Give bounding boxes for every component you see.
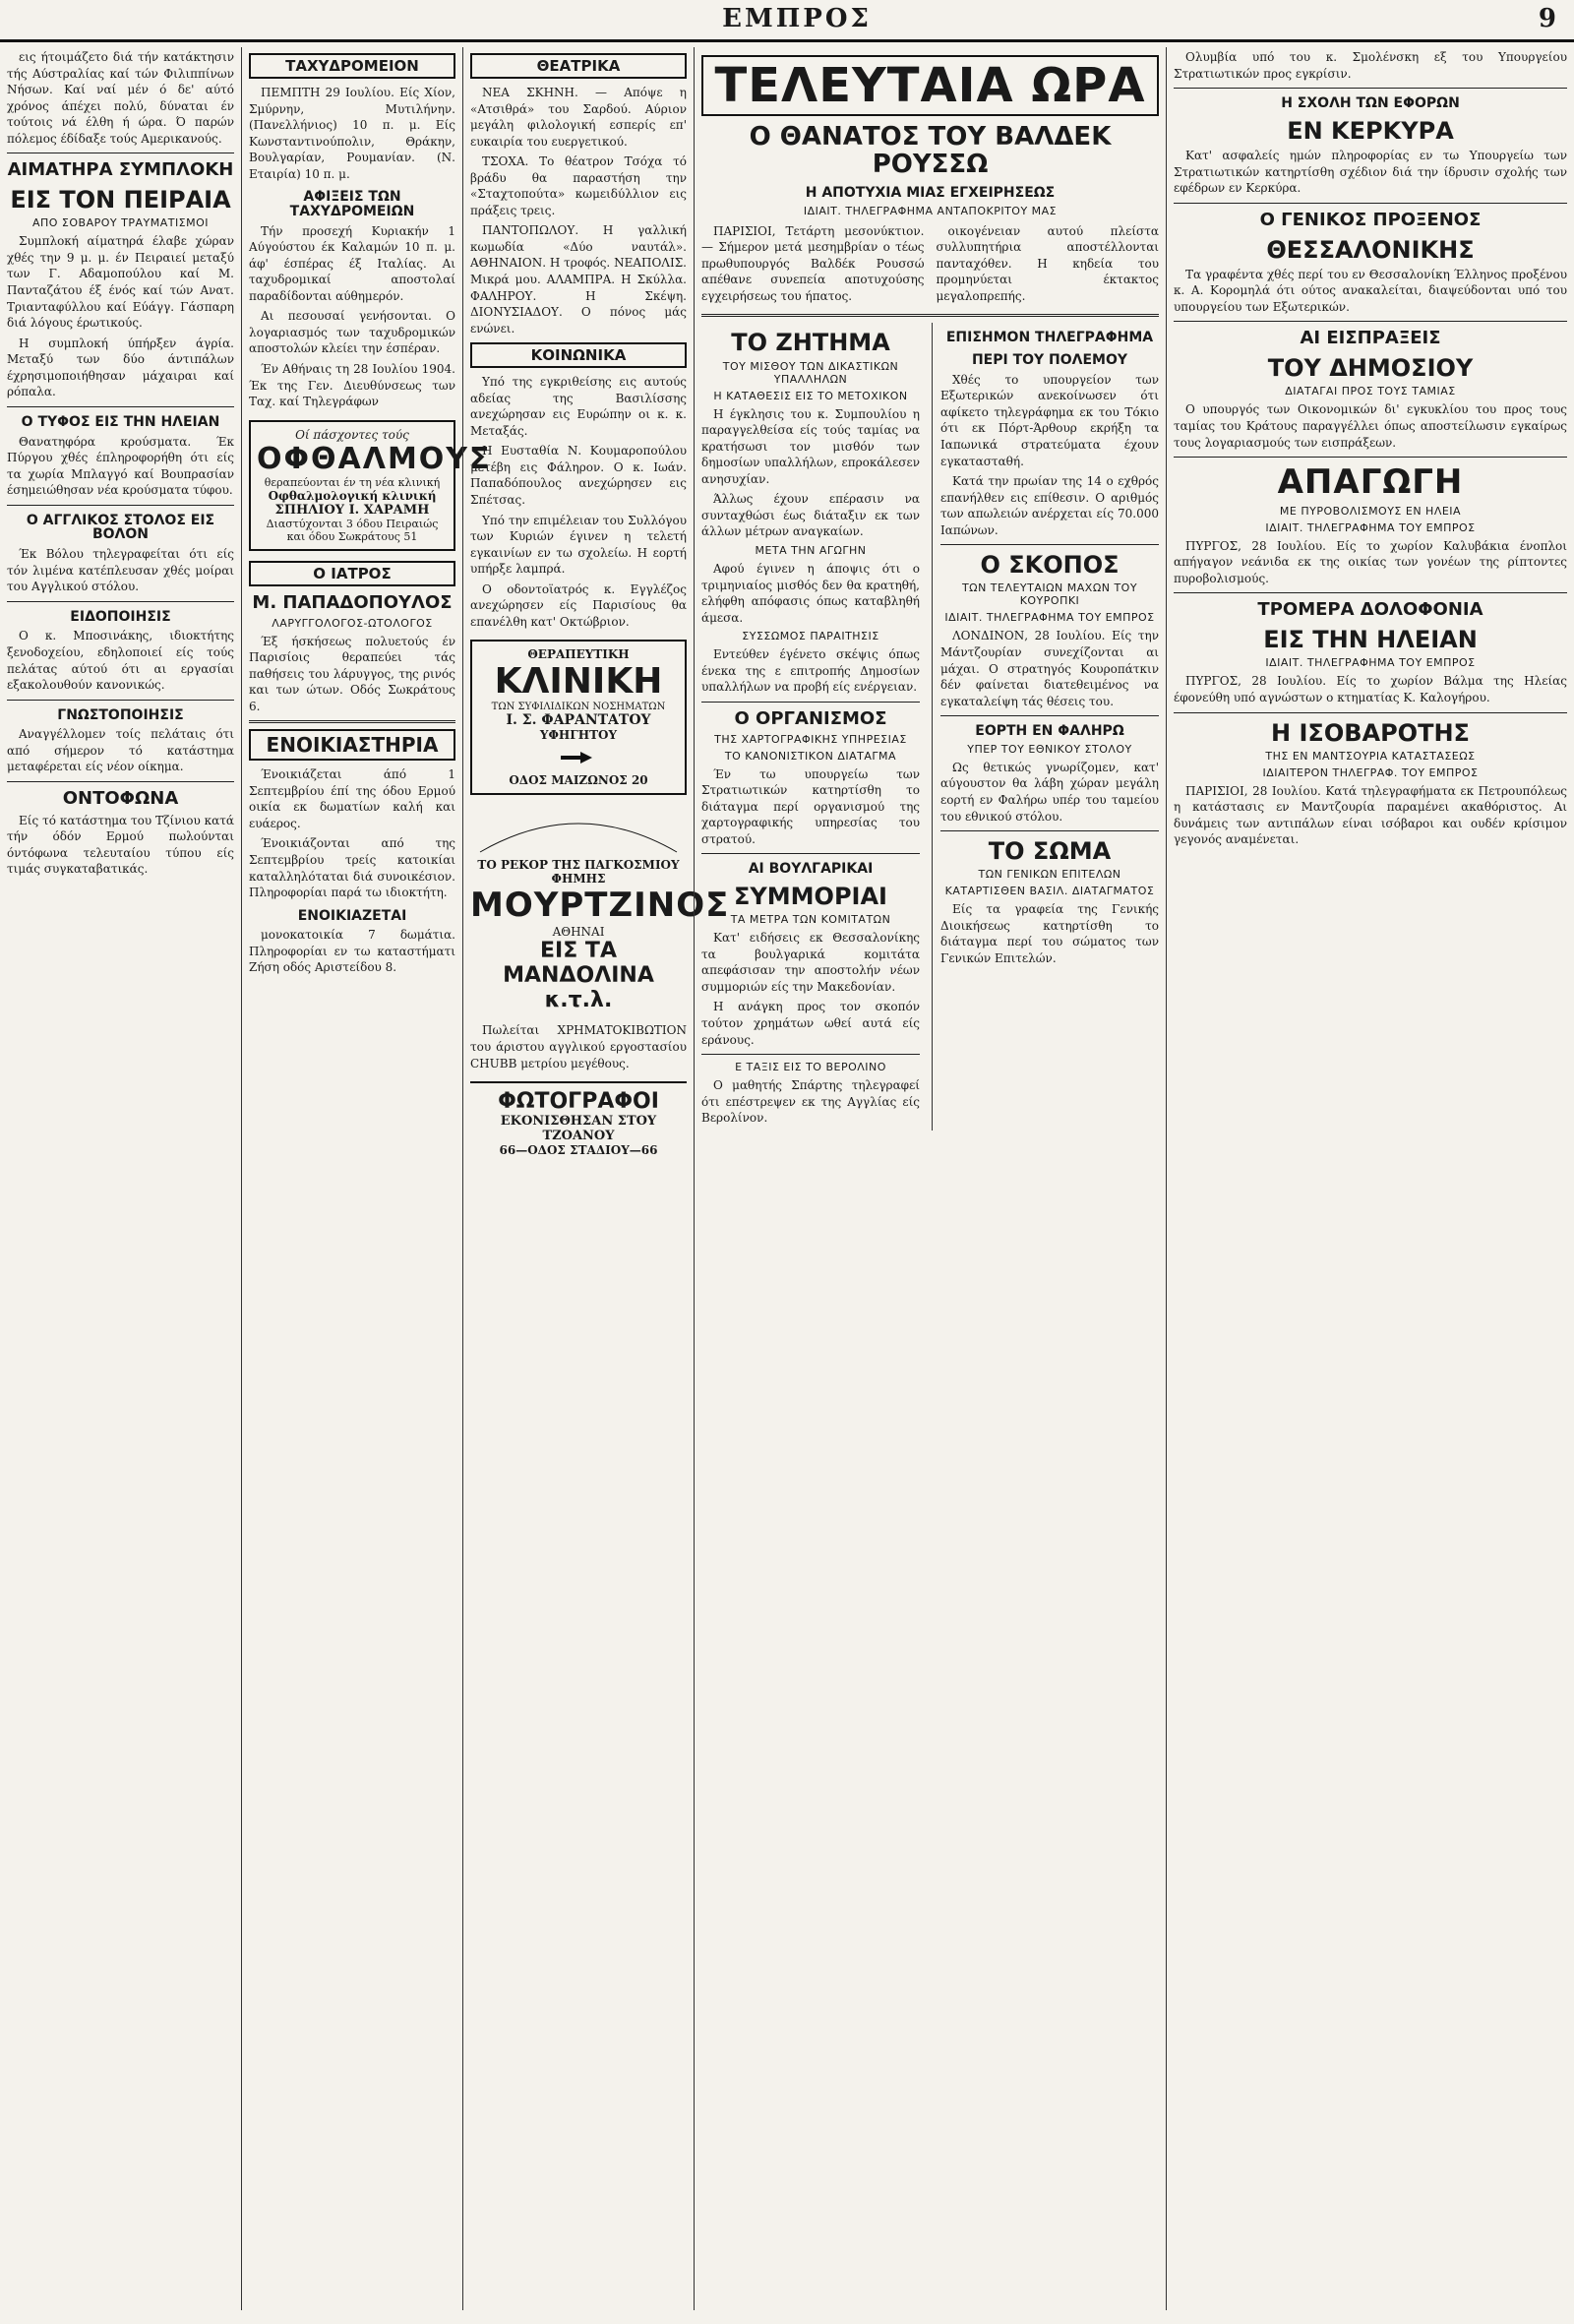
page-number: 9 bbox=[1538, 4, 1556, 33]
headline-purpose: Ο ΣΚΟΠΟΣ bbox=[980, 551, 1120, 580]
subheadline-injuries: ΑΠΟ ΣΟΒΑΡΟΥ ΤΡΑΥΜΑΤΙΣΜΟΙ bbox=[31, 216, 210, 230]
ad-mourtz-title: ΜΟΥΡΤΖΙΝΟΣ bbox=[470, 886, 730, 926]
divider bbox=[701, 702, 920, 703]
divider bbox=[7, 505, 234, 506]
headline-last-hour: ΤΕΛΕΥΤΑΙΑ ΩΡΑ bbox=[701, 55, 1159, 116]
subheadline-manchuria: ΤΗΣ ΕΝ ΜΑΝΤΣΟΥΡΙΑ ΚΑΤΑΣΤΑΣΕΩΣ bbox=[1265, 749, 1476, 763]
article-paragraph: Η ανάγκη προς τον σκοπόν τούτον χρημάτων ωθεί αυτά είς εράνους. bbox=[701, 1000, 920, 1047]
article-paragraph: Αφού έγινεν η άποψις ότι ο τριμηνιαίος μισθός δεν θα κρατηθή, ελήφθη απόφασις όπως καταβληθή άμεσα. bbox=[701, 561, 920, 625]
headline-revenues: ΑΙ ΕΙΣΠΡΑΞΕΙΣ bbox=[1300, 328, 1441, 349]
subheadline-telegram: ΙΔΙΑΙΤ. ΤΗΛΕΓΡΑΦΗΜΑ ΑΝΤΑΠΟΚΡΙΤΟΥ ΜΑΣ bbox=[803, 204, 1058, 217]
article-paragraph: Η συμπλοκή ύπήρξεν άγρία. Μεταξύ των δύο άντιπάλων έχρησιμοποιήθησαν μάχαιραι καί ρόπαλα. bbox=[7, 336, 234, 399]
article-paragraph: Αι πεσουσαί γενήσονται. Ο λογαριασμός των ταχυδρομικών αποστολών κλείει την έσπέραν. bbox=[249, 309, 455, 356]
divider bbox=[249, 720, 455, 723]
article-paragraph: Τήν προσεχή Κυριακήν 1 Αύγούστου έκ Καλαμών 10 π. μ. άφ' έσπέρας έξ Ιταλίας. Αι ταχυδρομικαί αποστολαί παραδίδονται αύθημερόν. bbox=[249, 223, 455, 303]
article-paragraph: Ένοικιάζεται άπό 1 Σεπτεμβρίου έπί της όδου Ερμού οικία εκ δωματίων καλή και ευάερος. bbox=[249, 767, 455, 830]
subheadline-decree: ΚΑΤΑΡΤΙΣΘΕΝ ΒΑΣΙΛ. ΔΙΑΤΑΓΜΑΤΟΣ bbox=[944, 885, 1155, 898]
ad-photo-title: ΦΩΤΟΓΡΑΦΟΙ bbox=[498, 1089, 659, 1115]
column-1 bbox=[0, 47, 241, 2310]
ad-clinic-line3: ΤΩΝ ΣΥΦΙΛΙΔΙΚΩΝ ΝΟΣΗΜΑΤΩΝ bbox=[491, 702, 666, 713]
article-paragraph: Χθές το υπουργείον των Εξωτερικών ανεκοίνωσεν ότι αφίκετο τηλεγράφημα εκ του Τόκιο ότι εκ Πόρτ-Άρθουρ εκρήξη τα Ιαπωνικά στρατεύματα έχουν εγκατασταθή. bbox=[940, 372, 1159, 468]
ad-eye-title: ΟΦΘΑΛΜΟΥΣ bbox=[257, 441, 492, 476]
signature-line: Έν Αθήναις τη 28 Ιουλίου 1904. Έκ της Γεν. Διευθύνσεως των Ταχ. καί Τηλεγράφων bbox=[249, 362, 455, 409]
subheadline-cartography: ΤΗΣ ΧΑΡΤΟΓΡΑΦΙΚΗΣ ΥΠΗΡΕΣΙΑΣ bbox=[714, 732, 907, 746]
headline-equilibrium: Η ΙΣΟΒΑΡΟΤΗΣ bbox=[1271, 718, 1470, 747]
article-paragraph: Συμπλοκή αίματηρά έλαβε χώραν χθές την 9 μ. μ. έν Πειραιεί μεταξύ των Γ. Αδαμοπούλου καί Μ. Πανταζάτου έξ ένός καί τών Ανατ. Τριανταφύλλου καί Εύάγγ. Γάσπαρη διά λόγους έρωτικούς. bbox=[7, 234, 234, 331]
divider bbox=[7, 781, 234, 782]
subheadline-gunfire: ΜΕ ΠΥΡΟΒΟΛΙΣΜΟΥΣ ΕΝ ΗΛΕΙΑ bbox=[1279, 504, 1462, 518]
ad-clinic-doctor: Ι. Σ. ΦΑΡΑΝΤΑΤΟΥ bbox=[506, 712, 651, 729]
doctor-specialty: ΛΑΡΥΓΓΟΛΟΓΟΣ-ΩΤΟΛΟΓΟΣ bbox=[272, 616, 433, 630]
subheadline-deposit: Η ΚΑΤΑΘΕΣΙΣ ΕΙΣ ΤΟ ΜΕΤΟΧΙΚΟΝ bbox=[713, 389, 908, 402]
article-paragraph: Ένοικιάζονται από της Σεπτεμβρίου τρείς κατοικίαι καταλληλόταται διά συνοικέσιον. Πληροφορίαι παρά τω ιδιοκτήτη. bbox=[249, 836, 455, 900]
article-paragraph: Εντεύθεν έγένετο σκέψις όπως ένεκα της ε επιτροπής Δημοσίων υπαλλήλων να προβή είς ενέργειαν. bbox=[701, 647, 920, 695]
ad-clinic-title: ΚΛΙΝΙΚΗ bbox=[494, 661, 663, 703]
article-paragraph: Έκ Βόλου τηλεγραφείται ότι είς τόν λιμένα κατέπλευσαν χθές μοίραι του Αγγλικού στόλου. bbox=[7, 547, 234, 594]
headline-typhus: Ο ΤΥΦΟΣ ΕΙΣ ΤΗΝ ΗΛΕΙΑΝ bbox=[21, 413, 220, 430]
subheadline-battles: ΤΩΝ ΤΕΛΕΥΤΑΙΩΝ ΜΑΧΩΝ ΤΟΥ ΚΟΥΡΟΠΚΙ bbox=[961, 581, 1138, 608]
divider bbox=[1174, 592, 1567, 593]
intro-paragraph: εις ήτοιμάζετο διά τήν κατάκτησιν τής Αύστραλίας καί τών Φιλιππίνων Νήσων. Καί ναί μέν ό δε' αύτό χρόνος άπέχει πολύ, δύναται έν τούτοις νά έλθη ή ώρα. Ό παρών πόλεμος έδίδαξε τούς Αμερικανούς. bbox=[7, 50, 234, 146]
column-4 bbox=[701, 323, 920, 1130]
subheadline-telegram: ΙΔΙΑΙΤ. ΤΗΛΕΓΡΑΦΗΜΑ ΤΟΥ ΕΜΠΡΟΣ bbox=[1265, 656, 1476, 670]
headline-bulgarian: ΑΙ ΒΟΥΛΓΑΡΙΚΑΙ bbox=[748, 861, 874, 878]
article-paragraph: ΠΥΡΓΟΣ, 28 Ιουλίου. Είς το χωρίον Καλυβάκια ένοπλοι απήγαγον νεάνιδα εκ της οικίας των γονέων της ρίπτοντες πυροβολισμούς. bbox=[1174, 538, 1567, 585]
headline-ilia: ΕΙΣ ΤΗΝ ΗΛΕΙΑΝ bbox=[1263, 626, 1478, 654]
headline-body: ΤΟ ΣΩΜΑ bbox=[988, 837, 1112, 866]
headline-rentals: ΕΝΟΙΚΙΑΣΤΗΡΙΑ bbox=[249, 729, 455, 761]
article-paragraph: Έξ ήσκήσεως πολυετούς έν Παρισίοις θεραπεύει τάς παθήσεις του λάρυγγος, της ρινός και των ώτων. Οδός Σωκράτους 6. bbox=[249, 634, 455, 713]
article-paragraph: Ο υπουργός των Οικονομικών δι' εγκυκλίου του προς τους ταμίας του Κράτους παραγγέλλει όπως αποστείλωσιν εγκαίρως τους λογαριασμούς των εισπράξεων. bbox=[1174, 402, 1567, 450]
subheadline-committees: ΤΑ ΜΕΤΡΑ ΤΩΝ ΚΟΜΙΤΑΤΩΝ bbox=[730, 913, 891, 927]
ad-mourtzinos bbox=[470, 805, 730, 1013]
column-5 bbox=[932, 323, 1159, 1130]
masthead bbox=[0, 0, 1574, 42]
article-paragraph: Έν τω υπουργείω των Στρατιωτικών κατηρτίσθη το διάταγμα περί οργανισμού της χαρτογραφικής υπηρεσίας του στρατού. bbox=[701, 766, 920, 846]
article-paragraph: μονοκατοικία 7 δωμάτια. Πληροφορίαι εν τω καταστήματι Ζήση οδός Αριστείδου 8. bbox=[249, 928, 455, 975]
subheadline-telegram: ΙΔΙΑΙΤ. ΤΗΛΕΓΡΑΦΗΜΑ ΤΟΥ ΕΜΠΡΟΣ bbox=[1265, 520, 1476, 534]
headline-post-office: ΤΑΧΥΔΡΟΜΕΙΟΝ bbox=[249, 53, 455, 79]
article-paragraph: Κατ' ειδήσεις εκ Θεσσαλονίκης τα βουλγαρικά κομιτάτα απεφάσισαν την αποστολήν νέων συμμοριών είς την Μακεδονίαν. bbox=[701, 931, 920, 994]
headline-death-waldeck: Ο ΘΑΝΑΤΟΣ ΤΟΥ ΒΑΛΔΕΚ ΡΟΥΣΣΩ bbox=[749, 122, 1112, 179]
ad-eye-doctor: ΣΠΗΛΙΟΥ Ι. ΧΑΡΑΜΗ bbox=[274, 502, 430, 518]
article-paragraph: Κατ' ασφαλείς ημών πληροφορίας εν τω Υπουργείω των Στρατιωτικών κατηρτίσθη σχέδιον διά την ίδρυσιν σχολής των εφέδρων εν Κερκύρα. bbox=[1174, 148, 1567, 196]
headline-social: ΚΟΙΝΩΝΙΚΑ bbox=[470, 342, 687, 368]
ad-clinic-title2: ΥΦΗΓΗΤΟΥ bbox=[539, 728, 618, 743]
ad-mourtz-slogan: ΤΟ ΡΕΚΟΡ ΤΗΣ ΠΑΓΚΟΣΜΙΟΥ ΦΗΜΗΣ bbox=[477, 858, 680, 887]
subheadline-salary: ΤΟΥ ΜΙΣΘΟΥ ΤΩΝ ΔΙΚΑΣΤΙΚΩΝ ΥΠΑΛΛΗΛΩΝ bbox=[722, 359, 899, 386]
ad-eye-address: Διαστύχονται 3 όδου Πειραιώς και όδου Σωκράτους 51 bbox=[266, 517, 439, 543]
subheadline-telegram: ΙΔΙΑΙΤΕΡΟΝ ΤΗΛΕΓΡΑΦ. ΤΟΥ ΕΜΠΡΟΣ bbox=[1262, 765, 1479, 779]
ad-eye-line1: Οί πάσχοντες τούς bbox=[295, 427, 409, 442]
article-paragraph: ΠΥΡΓΟΣ, 28 Ιουλίου. Είς το χωρίον Βάλμα της Ηλείας έφονεύθη υπό αγνώστων ο κτηματίας Κ. Καλογήρου. bbox=[1174, 674, 1567, 704]
article-paragraph: Η έγκλησις του κ. Συμπουλίου η παραγγελθείσα είς τούς ταμίας να κρατήσωσι τον μισθόν των δημοσίων υπαλλήλων, επροκάλεσεν ανησυχίαν. bbox=[701, 406, 920, 486]
article-paragraph: Είς τό κατάστημα του Τζίνιου κατά τήν όδόν Ερμού πωλούνται όντόφωνα τελευταίου τύπου είς τιμάς συγκαταβατικάς. bbox=[7, 813, 234, 877]
subheadline-treasurers: ΔΙΑΤΑΓΑΙ ΠΡΟΣ ΤΟΥΣ ΤΑΜΙΑΣ bbox=[1285, 385, 1456, 398]
article-paragraph: Θανατηφόρα κρούσματα. Έκ Πύργου χθές έπληροφορήθη ότι είς τα χωρία Μπλαγγό καί Βουπρασίαν έσημειώθησαν νέα κρούσματα τύφου. bbox=[7, 434, 234, 498]
headline-public: ΤΟΥ ΔΗΜΟΣΙΟΥ bbox=[1267, 354, 1474, 383]
article-paragraph: Κατά την πρωίαν της 14 ο εχθρός επανήλθεν εις επίθεσιν. Ο αριθμός των απωλειών ανέρχεται είς 70.000 Ιαπώνων. bbox=[940, 474, 1159, 537]
article-paragraph: Πωλείται ΧΡΗΜΑΤΟΚΙΒΩΤΙΟΝ του άριστου αγγλικού εργοστασίου CHUBB μετρίου μεγέθους. bbox=[470, 1023, 687, 1070]
pointing-hand-icon bbox=[559, 746, 598, 769]
article-paragraph: Αναγγέλλομεν τοίς πελάταις ότι από σήμερον τό κατάστημα μεταφέρεται είς νέον οίκημα. bbox=[7, 727, 234, 774]
ad-clinic-line1: ΘΕΡΑΠΕΥΤΙΚΗ bbox=[527, 647, 630, 662]
column-2 bbox=[241, 47, 492, 2310]
headline-announcements: ΓΝΩΣΤΟΠΟΙΗΣΙΣ bbox=[57, 706, 184, 723]
article-paragraph: Ο κ. Μποσινάκης, ιδιοκτήτης ξενοδοχείου, εδηλοποιεί είς τούς πελάτας αύτού ότι αι εργασίαι εξακολουθούν κανονικώς. bbox=[7, 629, 234, 693]
article-paragraph: οικογένειαν αυτού πλείστα συλλυπητήρια αποστέλλονται πανταχόθεν. Η κηδεία του προμηνύεται έκτακτος μεγαλοπρεπής. bbox=[936, 223, 1159, 303]
ad-photo-line2: ΕΚΟΝΙΣΘΗΣΑΝ ΣΤΟΥ ΤΖΟΑΝΟΥ bbox=[500, 1114, 657, 1144]
headline-bloody-fight: ΑΙΜΑΤΗΡΑ ΣΥΜΠΛΟΚΗ bbox=[7, 159, 234, 181]
divider bbox=[701, 1054, 920, 1055]
subheadline-resignation: ΣΥΣΣΩΜΟΣ ΠΑΡΑΙΤΗΣΙΣ bbox=[742, 630, 879, 643]
article-paragraph: ΝΕΑ ΣΚΗΝΗ. — Απόψε η «Ατσιθρά» του Σαρδού. Αύριον μεγάλη φιλολογική εσπερίς επ' ευκαιρία του ευεργετικού. bbox=[470, 86, 687, 149]
column-4-5-span bbox=[694, 47, 1166, 2310]
headline-piraeus: ΕΙΣ ΤΟΝ ΠΕΙΡΑΙΑ bbox=[10, 186, 231, 214]
divider bbox=[7, 700, 234, 701]
arc-text-ornament bbox=[470, 805, 687, 854]
headline-official-telegram: ΕΠΙΣΗΜΟΝ ΤΗΛΕΓΡΑΦΗΜΑ bbox=[945, 330, 1154, 346]
article-paragraph: Τα γραφέντα χθές περί του εν Θεσσαλονίκη Έλληνος προξένου κ. Α. Κορομηλά ότι ούτος ανακαλείται, διαψεύδονται υπό του υπουργείου των Εξωτερικών. bbox=[1174, 267, 1567, 314]
article-paragraph: Ως θετικώς γνωρίζομεν, κατ' αύγουστον θα λάβη χώραν μεγάλη εορτή εν Φαλήρω υπέρ του ταμείου του εθνικού στόλου. bbox=[940, 760, 1159, 824]
headline-bands: ΣΥΜΜΟΡΙΑΙ bbox=[734, 883, 887, 911]
ad-eye-line4: Οφθαλμολογική κλινική bbox=[268, 488, 437, 503]
lead-two-col bbox=[701, 221, 1159, 309]
headline-abduction: ΑΠΑΓΩΓΗ bbox=[1277, 462, 1464, 503]
headline-thessaloniki: ΘΕΣΣΑΛΟΝΙΚΗΣ bbox=[1266, 235, 1475, 264]
headline-corfu: ΕΝ ΚΕΡΚΥΡΑ bbox=[1287, 116, 1454, 145]
headline-consul: Ο ΓΕΝΙΚΟΣ ΠΡΟΞΕΝΟΣ bbox=[1259, 209, 1482, 230]
article-paragraph: Υπό της εγκριθείσης εις αυτούς αδείας της Βασιλίσσης ανεχώρησαν εις Ευρώπην οι κ. κ. Μεταξάς. bbox=[470, 375, 687, 438]
article-paragraph: ΛΟΝΔΙΝΟΝ, 28 Ιουλίου. Είς την Μάντζουρίαν συνεχίζονται αι μάχαι. Ο στρατηγός Κουροπάτκιν δέν φαίνεται διατεθειμένος να εγκαταλείψη τάς θέσεις του. bbox=[940, 629, 1159, 708]
headline-mail-arrivals: ΑΦΙΞΕΙΣ ΤΩΝ ΤΑΧΥΔΡΟΜΕΙΩΝ bbox=[289, 189, 415, 219]
doctor-name: Μ. ΠΑΠΑΔΟΠΟΥΛΟΣ bbox=[252, 591, 453, 613]
article-paragraph: Η Ευσταθία Ν. Κουμαροπούλου μετέβη εις Φάληρον. Ο κ. Ιωάν. Παπαδόπουλος ανεχώρησεν εις Σπέτσας. bbox=[470, 444, 687, 508]
subheadline-fleet: ΥΠΕΡ ΤΟΥ ΕΘΝΙΚΟΥ ΣΤΟΛΟΥ bbox=[967, 742, 1132, 756]
divider bbox=[940, 830, 1159, 831]
subheadline-decree: ΤΟ ΚΑΝΟΝΙΣΤΙΚΟΝ ΔΙΑΤΑΓΜΑ bbox=[724, 749, 897, 763]
article-paragraph: ΤΣΟΧΑ. Το θέατρον Τσόχα τό βράδυ θα παραστήση την «Σταχτοπούτα» κωμειδύλλιον εις πράξεις τρεις. bbox=[470, 154, 687, 217]
column-3 bbox=[462, 47, 730, 2310]
headline-theatre: ΘΕΑΤΡΙΚΑ bbox=[470, 53, 687, 79]
ad-eye-line3: θεραπεύονται έν τη νέα κλινική bbox=[264, 475, 441, 489]
subheadline-general-staff: ΤΩΝ ΓΕΝΙΚΩΝ ΕΠΙΤΕΛΩΝ bbox=[978, 868, 1121, 882]
headline-murder: ΤΡΟΜΕΡΑ ΔΟΛΟΦΟΝΙΑ bbox=[1257, 599, 1483, 621]
article-paragraph: ΠΑΡΙΣΙΟΙ, Τετάρτη μεσονύκτιον. — Σήμερον μετά μεσημβρίαν ο τέως πρωθυπουργός Βαλδέκ Ρουσσώ απέθανε συνεπεία αποτυχούσης εγχειρήσεως του ήπατος. bbox=[701, 223, 925, 303]
divider bbox=[1174, 457, 1567, 458]
article-paragraph: Ο οδοντοϊατρός κ. Εγγλέζος ανεχώρησεν είς Παρισίους θα επανέλθη κατ' Οκτώβριον. bbox=[470, 581, 687, 629]
ad-photographers bbox=[470, 1081, 687, 1157]
sub-columns bbox=[701, 323, 1159, 1130]
headline-for-rent: ΕΝΟΙΚΙΑΖΕΤΑΙ bbox=[297, 907, 407, 924]
headline-doctor: Ο ΙΑΤΡΟΣ bbox=[249, 561, 455, 586]
article-paragraph: ΠΑΡΙΣΙΟΙ, 28 Ιουλίου. Κατά τηλεγραφήματα εκ Πετρουπόλεως η κατάστασις εν Μαντζουρία παραμένει ακαθόριστος. Αι δυνάμεις των αντιπάλων είναι ισόβαροι και ουδέν κρίσιμον γεγονός αναμένεται. bbox=[1174, 783, 1567, 847]
headline-feast-faliro: ΕΟΡΤΗ ΕΝ ΦΑΛΗΡΩ bbox=[975, 723, 1124, 740]
ad-mourtz-city: ΑΘΗΝΑΙ bbox=[552, 925, 605, 940]
divider bbox=[701, 314, 1159, 317]
subheadline-telegram: ΙΔΙΑΙΤ. ΤΗΛΕΓΡΑΦΗΜΑ ΤΟΥ ΕΜΠΡΟΣ bbox=[944, 611, 1155, 625]
divider bbox=[1174, 203, 1567, 204]
headline-war: ΠΕΡΙ ΤΟΥ ΠΟΛΕΜΟΥ bbox=[971, 352, 1128, 369]
ad-clinic-address: ΟΔΟΣ ΜΑΙΖΩΝΟΣ 20 bbox=[509, 773, 648, 788]
divider bbox=[1174, 321, 1567, 322]
ad-mourtz-product: ΕΙΣ ΤΑ ΜΑΝΔΟΛΙΝΑ κ.τ.λ. bbox=[503, 939, 654, 1013]
article-paragraph: ΠΕΜΠΤΗ 29 Ιουλίου. Είς Χίον, Σμύρνην, Μυτιλήνην. (Πανελλήνιος) 10 π. μ. Είς Κωνσταντινούπολιν, Θράκην, Βουλγαρίαν, Ρουμανίαν. (Ν. Εταιρία) 10 π. μ. bbox=[249, 86, 455, 181]
divider bbox=[1174, 88, 1567, 89]
headline-english-fleet: Ο ΑΓΓΛΙΚΟΣ ΣΤΟΛΟΣ ΕΙΣ ΒΟΛΟΝ bbox=[26, 512, 215, 543]
divider bbox=[7, 601, 234, 602]
headline-organization: Ο ΟΡΓΑΝΙΣΜΟΣ bbox=[734, 707, 887, 729]
newspaper-title: ΕΜΠΡΟΣ bbox=[722, 4, 872, 33]
subheadline-berlin: Ε ΤΑΞΙΣ ΕΙΣ ΤΟ ΒΕΡΟΛΙΝΟ bbox=[735, 1061, 886, 1074]
ad-ophthalmology bbox=[249, 420, 492, 551]
subheadline-after-suit: ΜΕΤΑ ΤΗΝ ΑΓΩΓΗΝ bbox=[755, 543, 867, 557]
headline-ontofona: ΟΝΤΟΦΩΝΑ bbox=[62, 787, 179, 809]
headline-notice: ΕΙΔΟΠΟΙΗΣΙΣ bbox=[70, 608, 171, 625]
ad-clinic bbox=[470, 640, 687, 795]
divider bbox=[1174, 712, 1567, 713]
ad-photo-address: 66—ΟΔΟΣ ΣΤΑΔΙΟΥ—66 bbox=[499, 1143, 658, 1158]
divider bbox=[7, 406, 234, 407]
headline-issue: ΤΟ ΖΗΤΗΜΑ bbox=[731, 329, 890, 357]
divider bbox=[701, 853, 920, 854]
article-paragraph: Είς τα γραφεία της Γενικής Διοικήσεως κατηρτίσθη το διάταγμα περί του σώματος των Γενικών Επιτελών. bbox=[940, 902, 1159, 965]
article-paragraph: Άλλως έχουν επέρασιν να συνταχθώσι έως διάταξιν εκ των άλλων μέτρων αναγκαίων. bbox=[701, 492, 920, 539]
divider bbox=[940, 715, 1159, 716]
article-paragraph: ΠΑΝΤΟΠΩΛΟΥ. Η γαλλική κωμωδία «Δύο ναυτάλ». ΑΘΗΝΑΙΟΝ. Η τροφός. ΝΕΑΠΟΛΙΣ. Μικρά μου. ΑΛΑΜΠΡΑ. Η Σκύλλα. ΦΑΛΗΡΟΥ. Η Σκέψη. ΔΙΟΝΥΣΙΑΔΟΥ. Ο πόνος μάς ενώνει. bbox=[470, 223, 687, 336]
article-paragraph: Υπό την επιμέλειαν του Συλλόγου των Κυριών έγινεν η τελετή εγκαινίων εν τω σχολείω. Η εορτή υπήρξε λαμπρά. bbox=[470, 513, 687, 577]
article-paragraph: Ο μαθητής Σπάρτης τηλεγραφεί ότι επέστρεψεν εκ της Αγγλίας είς Βερολίνον. bbox=[701, 1078, 920, 1126]
subheadline-surgery: Η ΑΠΟΤΥΧΙΑ ΜΙΑΣ ΕΓΧΕΙΡΗΣΕΩΣ bbox=[805, 184, 1056, 201]
headline-reserve-school: Η ΣΧΟΛΗ ΤΩΝ ΕΦΟΡΩΝ bbox=[1281, 95, 1460, 112]
intro-paragraph: Ολυμβία υπό του κ. Σμολένσκη εξ του Υπουργείου Στρατιωτικών προς εγκρίσιν. bbox=[1174, 50, 1567, 81]
divider bbox=[940, 544, 1159, 545]
column-6 bbox=[1166, 47, 1574, 2310]
